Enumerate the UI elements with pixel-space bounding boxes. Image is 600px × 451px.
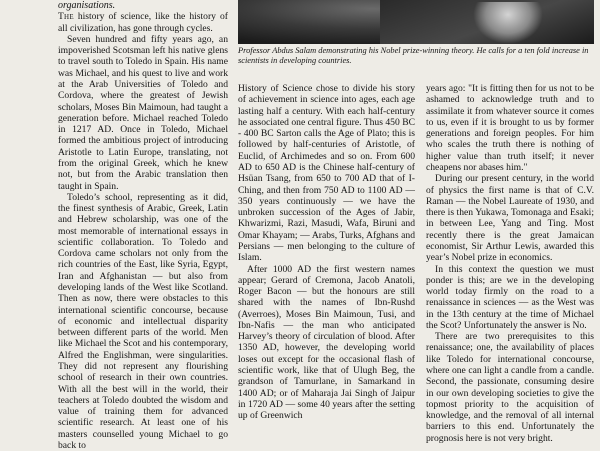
photo-caption: Professor Abdus Salam demonstrating his Nobel prize-winning theory. He calls for a ten fold increase in scientists in developing countries. [238,46,589,65]
article-column-3 [426,83,594,444]
article-column-2 [238,83,415,421]
paragraph: Seven hundred and fifty years ago, an impoverished Scotsman left his native glens to travel south to Toledo in Spain. His name was Michael, and his quest to live and work at the Arab Universities of Toledo and Cordova, where the greatest of Jewish scholars, Moses Bin Maimoun, had taught a generation before. Michael reached Toledo in 1217 AD. Once in Toledo, Michael formed the ambitious project of introducing Aristotle to Latin Europe, translating, not from the original Greek, which he knew not, but from the Arabic translation then taught in Spain. [58,33,228,192]
paragraph: History of Science chose to divide his story of achievement in science into ages, each age lasting half a century. With each half-century he associated one central figure. Thus 450 BC - 400 BC Sarton calls the Age of Plato; this is followed by half-centuries of Aristotle, of Euclid, of Archimedes and so on. From 600 AD to 650 AD is the Chinese half-century of Hsüan Tsang, from 650 to 700 AD that of I-Ching, and then from 750 AD to 1100 AD — 350 years continuously — we have the unbroken succession of the Ages of Jabir, Khwarizmi, Razi, Masudi, Wafa, Biruni and Omar Khayam; — Arabs, Turks, Afghans and Persians — men belonging to the culture of Islam. [238,83,415,264]
top-fragment: organisations. [58,0,116,11]
paragraph: In this context the question we must ponder is this; are we in the developing world today firmly on the road to a renaissance in sciences — as the West was in the 13th century at the time of Michael the Scot? Unfortunately the answer is No. [426,263,594,331]
paragraph: There are two prerequisites to this renaissance; one, the availability of places like Toledo for international concourse, where one can light a candle from a candle. Second, the passionate, consuming desire in our own developing societies to give the topmost priority to the acquisition of knowledge, and the removal of all internal barriers to this end. Unfortunately the prognosis here is not very bright. [426,331,594,444]
paragraph-text: history of science, like the history of all civilization, has gone through cycles. [58,11,228,34]
paragraph: Toledo’s school, representing as it did, the finest synthesis of Arabic, Greek, Latin and Hebrew scholarship, was one of the most memorable of international essays in scientific collaboration. To Toledo and Cordova came scholars not only from the rich countries of the East, like Syria, Egypt, Iran and Afghanistan — but also from developing lands of the West like Scotland. Then as now, there were obstacles to this international scientific concourse, because of economic and intellectual disparity between different parts of the world. Men like Michael the Scot and his contemporary, Alfred the Englishman, were singularities. They did not represent any flourishing school of research in their own countries. With all the best will in the world, their teachers at Toledo doubted the wisdom and value of training them for advanced scientific research. At least one of his masters counselled young Michael to go back to [58,191,228,451]
paragraph: During our present century, in the world of physics the first name is that of C.V. Raman — the Nobel Laureate of 1930, and there is then Yukawa, Tomonaga and Esaki; in between Lee, Yang and Ting. Most recently there is the great Jamaican economist, Sir Arthur Lewis, awarded this year’s Nobel prize in economics. [426,173,594,264]
paragraph: After 1000 AD the first western names appear; Gerard of Cremona, Jacob Anatoli, Roger Bacon — but the honours are still shared with the names of Ibn-Rushd (Averroes), Moses Bin Maimoun, Tusi, and Ibn-Nafis — the man who anticipated Harvey’s theory of circulation of blood. After 1350 AD, however, the developing world loses out except for the occasional flash of scientific work, like that of Ulugh Beg, the grandson of Tamurlane, in Samarkand in 1400 AD; or of Maharaja Jai Singh of Jaipur in 1720 AD — some 40 years after the setting up of Greenwich [238,263,415,422]
paragraph: years ago: "It is fitting then for us not to be ashamed to acknowledge truth and to assimilate it from whatever source it comes to us, even if it is brought to us by former generations and foreign peoples. For him who scales the truth there is nothing of higher value than truth itself; it never cheapens nor abases him." [426,83,594,173]
paragraph [58,11,228,34]
lead-in: The [58,11,74,23]
portrait-figure [473,2,543,44]
article-column-1 [58,0,228,451]
photo-salam [238,0,594,44]
